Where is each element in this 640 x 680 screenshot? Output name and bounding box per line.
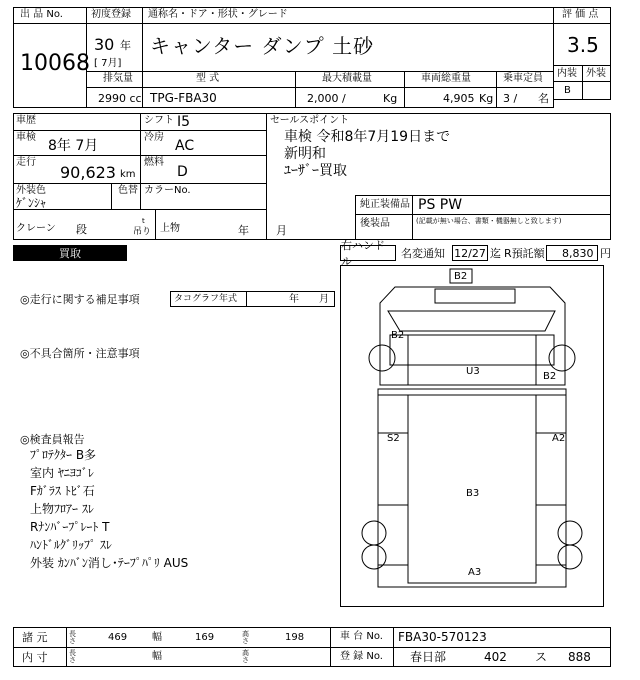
inspection-value: 8年 7月: [48, 138, 99, 154]
inspector-line-7: 外装 ｶﾝﾊﾞﾝ消し･ﾃｰﾌﾟﾊﾟﾘ AUS: [30, 556, 189, 570]
mileage-value: 90,623: [60, 163, 116, 182]
inspector-line-1: ﾌﾟﾛﾃｸﾀｰ B多: [30, 448, 97, 462]
width-value: 169: [195, 632, 215, 643]
inspector-line-3: Fｶﾞﾗｽ ﾄﾋﾞ石: [30, 484, 95, 498]
reg-number: 888: [568, 650, 591, 664]
inner-label: 内 寸: [22, 651, 48, 664]
aircon-value: AC: [175, 138, 195, 154]
name-change-label: 名変通知: [401, 247, 445, 260]
model-name-label: 通称名・ドア・形状・グレード: [148, 9, 288, 20]
shift-label: シフト: [144, 115, 174, 126]
length-label: 長さ: [69, 630, 76, 645]
reg-kana: ス: [535, 650, 548, 664]
equipment-value: PS PW: [418, 197, 463, 213]
interior-label: 内装: [557, 68, 577, 79]
gross-weight-unit: Kg: [479, 92, 494, 105]
reg-label: 登 録 No.: [340, 651, 383, 662]
driving-notes-label: ◎走行に関する補足事項: [20, 293, 140, 306]
aircon-label: 冷房: [144, 132, 164, 143]
dims-label: 諸 元: [22, 631, 48, 644]
sales-point-label: セールスポイント: [270, 115, 350, 126]
recycle-unit: 円: [600, 247, 611, 260]
model-value: TPG-FBA30: [150, 91, 217, 105]
ext-color-value: ｹﾞﾝｼｬ: [16, 196, 47, 210]
mark-roof: U3: [466, 366, 480, 377]
inspector-line-5: Rﾅﾝﾊﾞｰﾌﾟﾚｰﾄ T: [30, 520, 110, 534]
inner-height-label: 高さ: [242, 649, 249, 664]
right-handle-badge: 右ハンドル: [340, 245, 396, 261]
model-label: 型 式: [196, 73, 220, 84]
capacity-value: 3 /: [503, 92, 518, 105]
upper-label: 上物: [160, 223, 180, 234]
upper-month: 月: [276, 224, 287, 237]
tacho-year: 年: [289, 294, 299, 305]
lot-label: 出 品 No.: [20, 9, 63, 20]
defects-label: ◎不具合箇所・注意事項: [20, 347, 140, 360]
mark-left-side: S2: [387, 433, 400, 444]
inner-width-label: 幅: [152, 651, 162, 662]
mark-front-bumper: B2: [454, 271, 468, 282]
width-label: 幅: [152, 632, 162, 643]
max-load-value: 2,000 /: [307, 92, 346, 105]
inner-length-label: 長さ: [69, 649, 76, 664]
recycle-value: 8,830: [562, 247, 594, 260]
color-no-label: カラーNo.: [144, 185, 191, 196]
crane-t: t: [142, 217, 145, 225]
sales-point-line-3: ﾕｰｻﾞｰ買取: [284, 163, 347, 179]
interior-score: B: [564, 85, 571, 96]
gross-weight-label: 車両総重量: [421, 73, 471, 84]
mark-cab-left: B2: [391, 330, 405, 341]
capacity-unit: 名: [538, 92, 549, 105]
first-reg-month: [ 7月]: [94, 58, 122, 69]
name-change-date: 12/27: [452, 245, 488, 261]
sales-point-line-2: 新明和: [284, 146, 326, 162]
shift-value: I5: [177, 114, 191, 130]
max-load-unit: Kg: [383, 92, 398, 105]
history-label: 車歴: [16, 115, 36, 126]
inspection-label: 車検: [16, 132, 36, 143]
crane-hang: 吊り: [133, 227, 152, 237]
score-value: 3.5: [567, 33, 599, 57]
height-label: 高さ: [242, 630, 249, 645]
first-reg-year-unit: 年: [120, 39, 131, 52]
inspector-line-4: 上物ﾌﾛｱｰ ｽﾚ: [30, 502, 94, 516]
chassis-label: 車 台 No.: [340, 631, 383, 642]
first-reg-label: 初度登録: [91, 9, 131, 20]
mark-rear: A3: [468, 567, 482, 578]
fuel-label: 燃料: [144, 157, 164, 168]
crane-label: クレーン: [16, 223, 56, 234]
chassis-value: FBA30-570123: [398, 630, 487, 644]
inspector-line-2: 室内 ﾔﾆﾖｺﾞﾚ: [30, 466, 94, 480]
mark-bed-floor: B3: [466, 488, 480, 499]
inspector-line-6: ﾊﾝﾄﾞﾙｸﾞﾘｯﾌﾟ ｽﾚ: [30, 538, 112, 552]
equipment-label: 純正装備品: [360, 199, 410, 210]
first-reg-year: 30: [94, 35, 115, 54]
recycle-label: R預託額: [504, 247, 545, 260]
height-value: 198: [285, 632, 305, 643]
aftermarket-label: 後装品: [360, 218, 390, 229]
score-label: 評 価 点: [562, 9, 599, 20]
fuel-value: D: [177, 164, 188, 180]
tacho-label: タコグラフ年式: [174, 294, 238, 304]
mark-cab-right: B2: [543, 371, 557, 382]
lot-number: 10068: [20, 51, 90, 76]
reg-area: 春日部: [410, 650, 447, 664]
tacho-month: 月: [319, 294, 329, 305]
inspector-label: ◎検査員報告: [20, 433, 85, 446]
ext-color-label: 外装色: [16, 185, 46, 196]
mark-right-side: A2: [552, 433, 566, 444]
capacity-label: 乗車定員: [503, 73, 543, 84]
upper-year: 年: [238, 224, 249, 237]
color-change-label: 色替: [118, 185, 138, 196]
model-name-value: キャンター ダンプ 土砂: [150, 34, 375, 58]
max-load-label: 最大積載量: [322, 73, 372, 84]
displacement-label: 排気量: [103, 73, 133, 84]
deadline-label: 迄: [490, 247, 501, 260]
length-value: 469: [108, 632, 128, 643]
mileage-label: 走行: [16, 157, 36, 168]
mileage-unit: km: [120, 169, 136, 180]
exterior-label: 外装: [586, 68, 606, 79]
aftermarket-note: (記載が無い場合、書類・機器無しと致します): [416, 217, 562, 225]
purchase-badge: 買取: [13, 245, 127, 261]
gross-weight-value: 4,905: [443, 92, 475, 105]
reg-class: 402: [484, 650, 507, 664]
crane-stage: 段: [76, 223, 87, 236]
displacement-value: 2990 cc: [98, 92, 142, 105]
sales-point-line-1: 車検 令和8年7月19日まで: [284, 129, 451, 145]
